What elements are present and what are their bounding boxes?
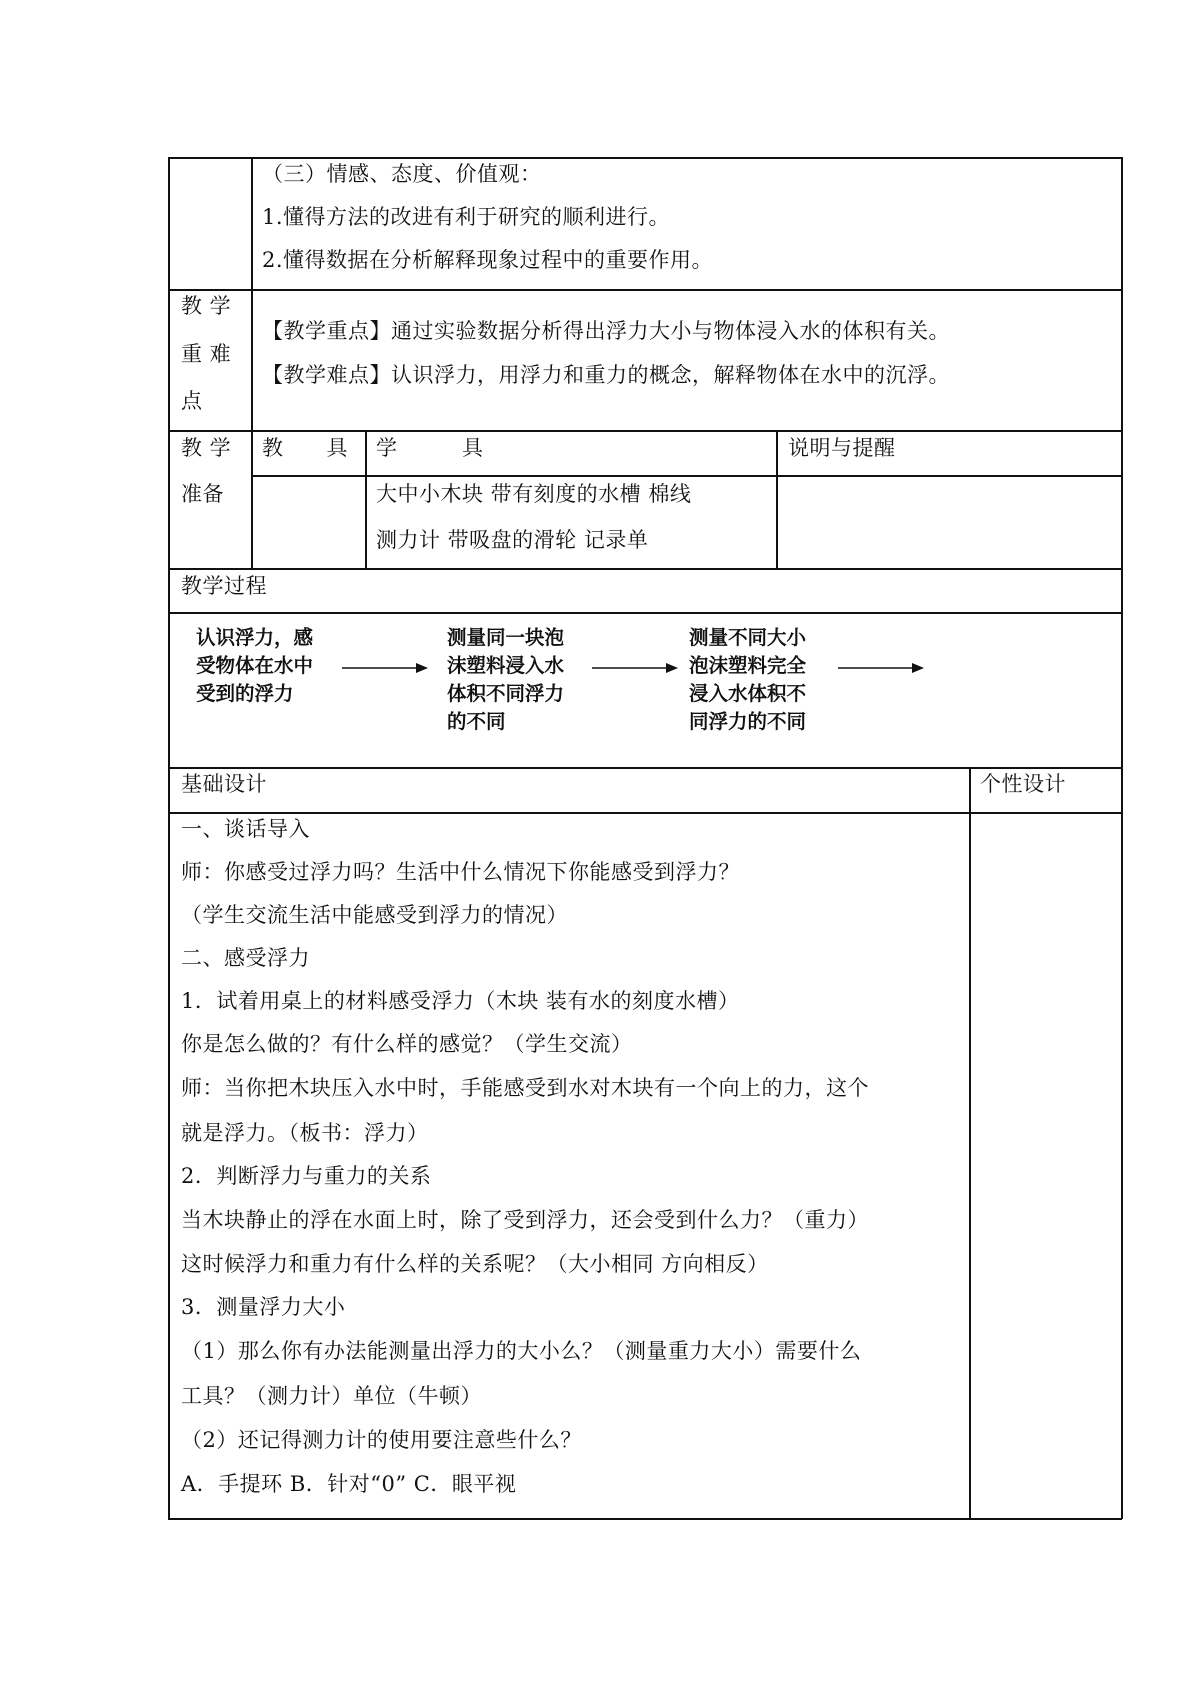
objective-item: 1.懂得方法的改进有利于研究的顺利进行。 <box>262 205 671 229</box>
design-line: 工具？（测力计）单位（牛顿） <box>181 1384 482 1408</box>
arrow-right-icon <box>340 660 430 676</box>
key-points-label: 重 难 <box>181 342 232 366</box>
process-step-text: 测量同一块泡 <box>447 626 565 649</box>
process-step-2 <box>447 624 564 736</box>
process-step-text: 认识浮力，感 <box>196 626 314 649</box>
process-step-text: 测量不同大小 <box>689 626 807 649</box>
design-line: （1）那么你有办法能测量出浮力的大小么？（测量重力大小）需要什么 <box>181 1339 862 1363</box>
process-step-text: 体积不同浮力 <box>447 682 565 705</box>
process-step-text: 浸入水体积不 <box>689 682 807 705</box>
design-line: 这时候浮力和重力有什么样的关系呢？（大小相同 方向相反） <box>181 1252 769 1276</box>
student-tools-line: 测力计 带吸盘的滑轮 记录单 <box>376 528 649 552</box>
key-points-label: 点 <box>181 389 203 413</box>
design-line: 师：当你把木块压入水中时，手能感受到水对木块有一个向上的力，这个 <box>181 1076 869 1100</box>
arrow-right-icon <box>836 660 926 676</box>
objective-item: 2.懂得数据在分析解释现象过程中的重要作用。 <box>262 248 714 272</box>
teaching-focus: 【教学重点】通过实验数据分析得出浮力大小与物体浸入水的体积有关。 <box>262 319 950 343</box>
design-line: 师：你感受过浮力吗？生活中什么情况下你能感受到浮力？ <box>181 860 740 884</box>
process-step-text: 同浮力的不同 <box>689 710 807 733</box>
process-step-text: 受到的浮力 <box>196 682 294 705</box>
design-line: 2．判断浮力与重力的关系 <box>181 1164 432 1188</box>
teacher-tools-header: 教 具 <box>262 436 348 460</box>
basic-design-header: 基础设计 <box>181 772 267 796</box>
process-step-3 <box>689 624 806 736</box>
personal-design-header: 个性设计 <box>980 772 1066 796</box>
process-step-text: 泡沫塑料完全 <box>689 654 807 677</box>
objectives-heading: （三）情感、态度、价值观： <box>262 162 542 186</box>
design-line: 一、谈话导入 <box>181 817 310 841</box>
process-step-text: 沫塑料浸入水 <box>447 654 565 677</box>
design-line: 当木块静止的浮在水面上时，除了受到浮力，还会受到什么力？（重力） <box>181 1208 869 1232</box>
preparation-label: 教 学 <box>181 436 232 460</box>
design-line: 你是怎么做的？有什么样的感觉？（学生交流） <box>181 1032 633 1056</box>
design-line: 就是浮力。（板书：浮力） <box>181 1121 429 1145</box>
student-tools-line: 大中小木块 带有刻度的水槽 棉线 <box>376 482 692 506</box>
arrow-right-icon <box>590 660 680 676</box>
design-line: 3．测量浮力大小 <box>181 1295 346 1319</box>
design-line: A．手提环 B．针对“0” C．眼平视 <box>181 1472 517 1496</box>
process-step-text: 受物体在水中 <box>196 654 314 677</box>
process-title: 教学过程 <box>181 574 267 598</box>
key-points-label: 教 学 <box>181 294 232 318</box>
teaching-difficulty: 【教学难点】认识浮力，用浮力和重力的概念，解释物体在水中的沉浮。 <box>262 363 950 387</box>
design-line: 1．试着用桌上的材料感受浮力（木块 装有水的刻度水槽） <box>181 989 740 1013</box>
preparation-label: 准备 <box>181 482 224 506</box>
design-line: （2）还记得测力计的使用要注意些什么？ <box>181 1428 582 1452</box>
process-step-text: 的不同 <box>447 710 506 733</box>
process-step-1 <box>196 624 313 708</box>
design-line: （学生交流生活中能感受到浮力的情况） <box>181 903 568 927</box>
student-tools-header: 学 具 <box>376 436 484 460</box>
design-line: 二、感受浮力 <box>181 946 310 970</box>
notes-header: 说明与提醒 <box>788 436 896 460</box>
